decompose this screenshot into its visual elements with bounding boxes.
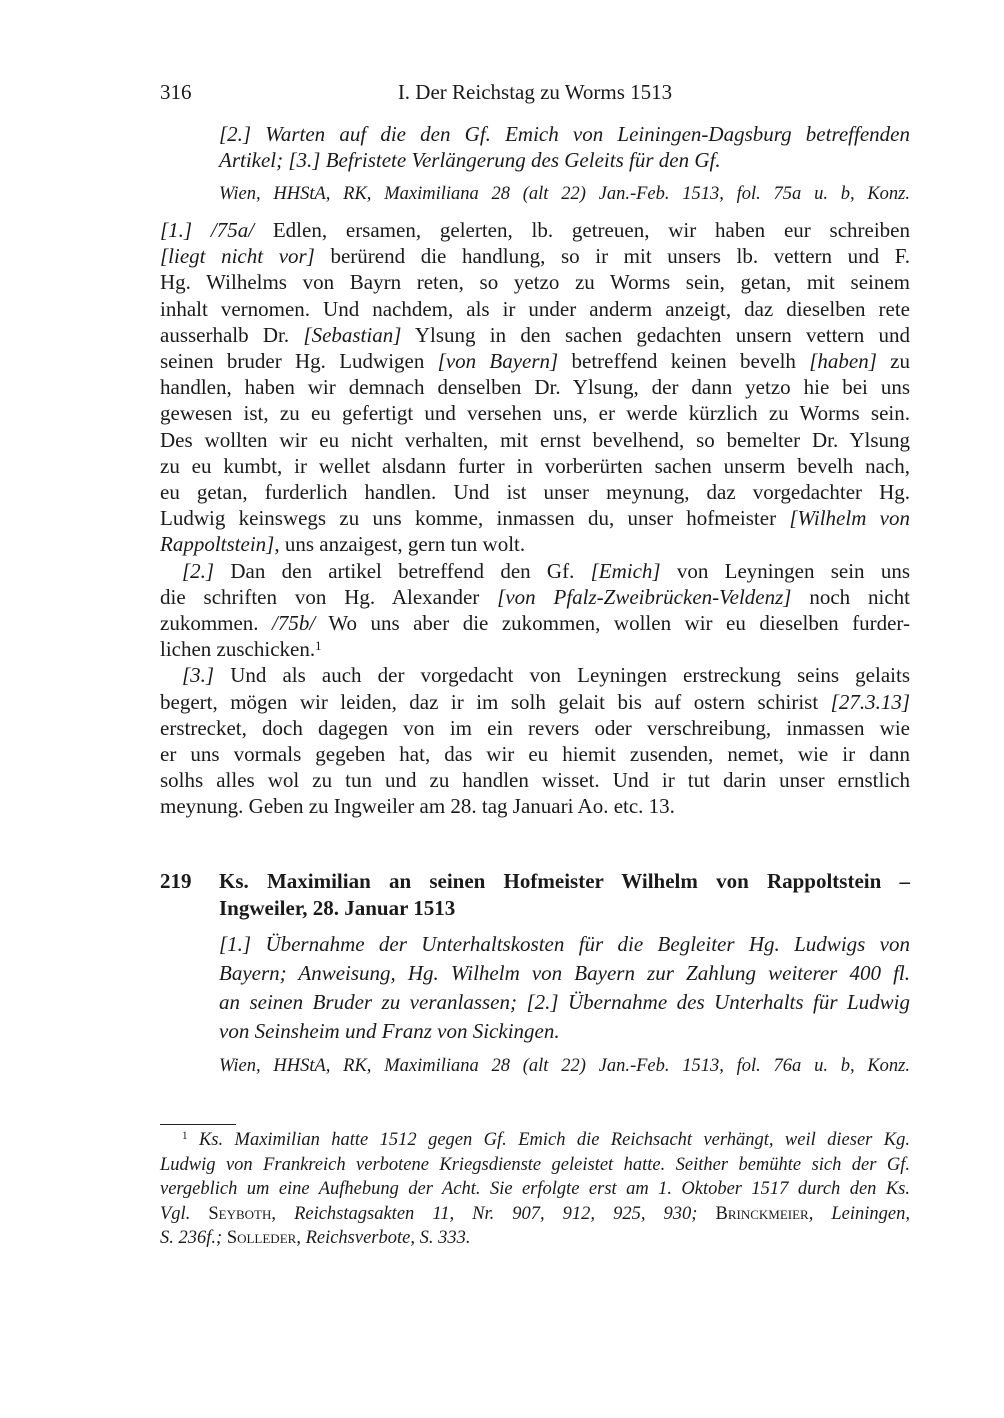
- italic-text: vergeblich um eine Aufhebung der Acht. Sie erfolgte erst am 1. Oktober 1517 durch den Ks.: [160, 1179, 910, 1199]
- text-line: [219, 1054, 910, 1078]
- text: Und als auch der vorgedacht von Leyningen erstreckung seins gelaits: [214, 663, 910, 688]
- text-line: [219, 147, 910, 173]
- text: solhs alles wol zu tun und zu handlen wisset. Und ir tut darin unser ernstlich: [160, 768, 910, 793]
- document-title: [219, 868, 910, 922]
- text-line: [160, 689, 910, 715]
- text-line: [160, 741, 910, 767]
- text-line: [219, 930, 910, 959]
- italic-text: Reichsverbote, S. 333.: [305, 1228, 471, 1248]
- text: zu: [876, 349, 910, 374]
- text: erstrecket, doch dagegen von im ein revers oder verschreibung, inmassen wie: [160, 715, 910, 740]
- text: er uns vormals gegeben hat, das wir eu hiemit zusenden, nemet, wie ir dann: [160, 742, 910, 767]
- text: berürend die handlung, so ir mit unsers lb. vettern und F.: [314, 244, 910, 269]
- text: lichen zuschicken.: [160, 637, 316, 662]
- document-number: 219: [160, 869, 192, 893]
- text: die schriften von Hg. Alexander: [160, 584, 498, 609]
- text-line: [219, 988, 910, 1017]
- text-line: [160, 610, 910, 636]
- text-line: [160, 1202, 910, 1227]
- footnote-marker: 1: [182, 1130, 188, 1142]
- text: Ylsung in den sachen gedachten unsern vettern und: [401, 322, 910, 347]
- text: , uns anzaigest, gern tun wolt.: [274, 532, 526, 557]
- text-line: [160, 243, 910, 269]
- text-line: [219, 868, 910, 895]
- text: Dan den artikel betreffend den Gf.: [214, 558, 591, 583]
- italic-text: von Seinsheim und Franz von Sickingen.: [219, 1019, 560, 1043]
- italic-text: [Wilhelm von: [789, 506, 910, 531]
- text: betreffend keinen bevelh: [558, 349, 810, 374]
- italic-text: Wien, HHStA, RK, Maximiliana 28 (alt 22) Jan.-Feb. 1513, fol. 75a u. b, Konz.: [219, 184, 910, 204]
- text-line: [219, 121, 910, 147]
- text-line: [160, 296, 910, 322]
- italic-text: Reichstagsakten 11, Nr. 907, 912, 925, 930;: [294, 1203, 698, 1224]
- text: [188, 1130, 199, 1150]
- text-line: [219, 1017, 910, 1046]
- text: ,: [808, 1203, 832, 1224]
- italic-text: /75b/: [272, 611, 316, 636]
- author-name: Solleder: [226, 1228, 297, 1248]
- text-line: [160, 558, 910, 584]
- text: Ludwig keinswegs zu uns komme, inmassen du, unser hofmeister: [160, 506, 790, 531]
- previous-document-source: [219, 182, 910, 206]
- text: Ks. Maximilian an seinen Hofmeister Wilhelm von Rappoltstein –: [219, 869, 910, 893]
- text: gewesen ist, zu eu gefertigt und versehen uns, er werde kürzlich zu Worms sein.: [160, 401, 910, 426]
- italic-text: [Sebastian]: [303, 322, 402, 347]
- text: Wo uns aber die zukommen, wollen wir eu dieselben furder-: [315, 611, 910, 636]
- page-header: [160, 80, 910, 108]
- text-line: [160, 662, 910, 688]
- text-line: [160, 1226, 910, 1251]
- text-line: [160, 453, 910, 479]
- italic-text: an seinen Bruder zu veranlassen; [2.] Übernahme des Unterhalts für Ludwig: [219, 990, 910, 1014]
- text: seinen bruder Hg. Ludwigen: [160, 349, 438, 374]
- text-line: [160, 1177, 910, 1202]
- text: begert, mögen wir leiden, daz ir im solh gelait bis auf ostern schirist: [160, 689, 831, 714]
- page-number: 316: [160, 80, 192, 104]
- italic-text: [von Bayern]: [437, 349, 559, 374]
- text-line: [160, 322, 910, 348]
- italic-text: Ks. Maximilian hatte 1512 gegen Gf. Emich die Reichsacht verhängt, weil dieser Kg.: [198, 1130, 911, 1150]
- text-line: [219, 895, 910, 922]
- italic-text: [von Pfalz-Zweibrücken-Veldenz]: [497, 584, 792, 609]
- author-name: Seyboth: [208, 1203, 272, 1224]
- text: ,: [271, 1203, 295, 1224]
- italic-text: Rappoltstein]: [160, 532, 275, 557]
- text-line: [160, 1128, 910, 1153]
- text: meynung. Geben zu Ingweiler am 28. tag Januari Ao. etc. 13.: [160, 794, 675, 819]
- author-name: Brinckmeier: [715, 1203, 809, 1224]
- text: Ingweiler, 28. Januar 1513: [219, 896, 456, 920]
- text-line: [160, 505, 910, 531]
- italic-text: Wien, HHStA, RK, Maximiliana 28 (alt 22) Jan.-Feb. 1513, fol. 76a u. b, Konz.: [219, 1056, 910, 1076]
- text: [697, 1204, 715, 1224]
- italic-text: [3.]: [182, 663, 215, 688]
- italic-text: [2.] Warten auf die den Gf. Emich von Leiningen-Dagsburg betreffenden: [219, 122, 910, 146]
- italic-text: [1.] /75a/: [160, 218, 255, 242]
- text: inhalt vernomen. Und nachdem, als ir under anderm anzeigt, daz dieselben rete: [160, 296, 910, 321]
- italic-text: [liegt nicht vor]: [160, 244, 315, 269]
- text: Des wollten wir eu nicht verhalten, mit ernst bevelhend, so bemelter Dr. Ylsung: [160, 427, 910, 452]
- text: zu eu kumbt, ir wellet alsdann furter in vorberürten sachen unserm bevelh nach,: [160, 453, 910, 478]
- text: ausserhalb Dr.: [160, 322, 304, 347]
- text-line: [160, 636, 910, 662]
- italic-text: [2.]: [182, 558, 215, 583]
- text-line: [160, 793, 910, 819]
- text: [190, 1204, 208, 1224]
- italic-text: S. 236f.;: [160, 1228, 223, 1248]
- italic-text: [27.3.13]: [830, 689, 910, 714]
- text-line: [219, 182, 910, 206]
- italic-text: [Emich]: [590, 558, 661, 583]
- text: Edlen, ersamen, gelerten, lb. getreuen, wir haben eur schreiben: [254, 218, 911, 242]
- text: noch nicht: [791, 584, 911, 609]
- text: eu getan, furderlich handlen. Und ist unser meynung, daz vorgedachter Hg.: [160, 480, 910, 505]
- text: handlen, haben wir demnach denselben Dr. Ylsung, der dann yetzo hie bei uns: [160, 375, 910, 400]
- text-line: [160, 348, 910, 374]
- text-line: [160, 1153, 910, 1178]
- footnote-divider: [160, 1124, 236, 1125]
- text-line: [160, 217, 910, 243]
- document-heading: [160, 868, 910, 922]
- italic-text: Vgl.: [160, 1203, 191, 1224]
- italic-text: Leiningen,: [831, 1203, 911, 1224]
- text-line: [160, 479, 910, 505]
- text: Hg. Wilhelms von Bayrn reten, so yetzo zu Worms sein, getan, mit seinem: [160, 270, 910, 295]
- text-line: [160, 767, 910, 793]
- footnotes: [160, 1128, 910, 1251]
- text-line: [160, 427, 910, 453]
- text: von Leyningen sein uns: [660, 558, 910, 583]
- text-line: [160, 531, 910, 557]
- document-text: [160, 217, 910, 820]
- text: zukommen.: [160, 611, 273, 636]
- italic-text: Ludwig von Frankreich verbotene Kriegsdienste geleistet hatte. Seither bemühte sich der Gf.: [160, 1154, 910, 1175]
- text-line: [160, 269, 910, 295]
- italic-text: Artikel; [3.] Befristete Verlängerung des Geleits für den Gf.: [219, 148, 721, 172]
- italic-text: Bayern; Anweisung, Hg. Wilhelm von Bayern zur Zahlung weiterer 400 fl.: [219, 961, 910, 985]
- text-line: [160, 584, 910, 610]
- text-line: [219, 959, 910, 988]
- text-line: [160, 374, 910, 400]
- text-line: [160, 715, 910, 741]
- text: ,: [296, 1228, 306, 1248]
- italic-text: [haben]: [809, 349, 877, 374]
- document-summary: [219, 930, 910, 1046]
- italic-text: [1.] Übernahme der Unterhaltskosten für die Begleiter Hg. Ludwigs von: [219, 932, 910, 956]
- text-line: [160, 400, 910, 426]
- footnote-marker: 1: [315, 639, 322, 654]
- previous-document-summary: [219, 121, 910, 173]
- running-title: I. Der Reichstag zu Worms 1513: [397, 80, 673, 104]
- document-source: [219, 1054, 910, 1078]
